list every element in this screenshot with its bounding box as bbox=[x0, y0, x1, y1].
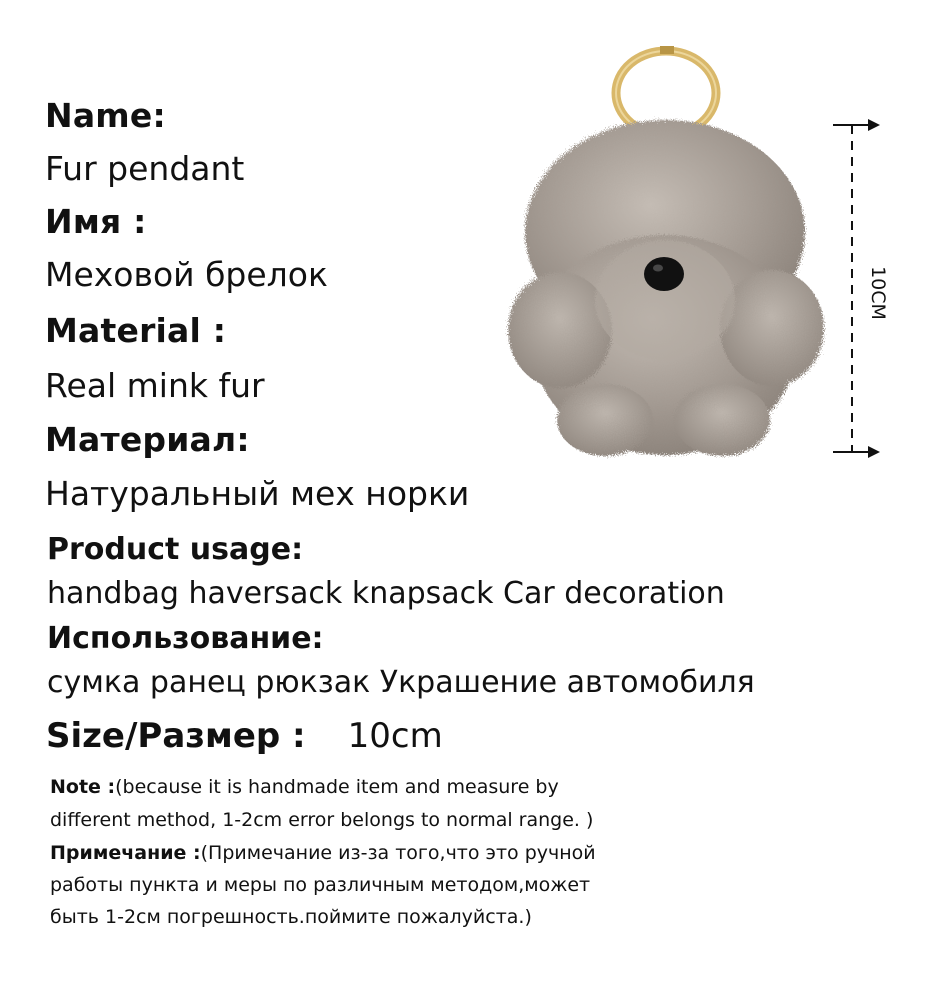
material-value-ru: Натуральный мех норки bbox=[45, 474, 470, 513]
nose-icon bbox=[644, 257, 684, 291]
note-line-2: different method, 1-2cm error belongs to normal range. ) bbox=[50, 809, 594, 831]
dimension-label: 10CM bbox=[867, 266, 889, 320]
note-text-ru-1: (Примечание из-за того,что это ручной bbox=[200, 842, 596, 864]
note-label: Note : bbox=[50, 776, 116, 798]
size-value: 10cm bbox=[347, 716, 443, 756]
usage-label: Product usage: bbox=[47, 532, 304, 567]
usage-label-ru: Использование: bbox=[47, 621, 324, 656]
usage-value: handbag haversack knapsack Car decoration bbox=[47, 576, 725, 611]
material-label: Material : bbox=[45, 311, 227, 350]
size-label: Size/Размер : bbox=[46, 716, 306, 756]
name-label-ru: Имя : bbox=[45, 202, 147, 241]
name-value-ru: Меховой брелок bbox=[45, 255, 328, 294]
note-line-ru-2: работы пункта и меры по различным методом,может bbox=[50, 874, 591, 896]
name-value: Fur pendant bbox=[45, 149, 245, 188]
material-value: Real mink fur bbox=[45, 366, 265, 405]
note-label-ru: Примечание : bbox=[50, 842, 201, 864]
usage-value-ru: сумка ранец рюкзак Украшение автомобиля bbox=[47, 665, 755, 700]
note-text-1: (because it is handmade item and measure by bbox=[115, 776, 559, 798]
name-label: Name: bbox=[45, 96, 166, 135]
note-line-ru-3: быть 1-2см погрешность.поймите пожалуйста.) bbox=[50, 906, 532, 928]
material-label-ru: Материал: bbox=[45, 420, 250, 459]
